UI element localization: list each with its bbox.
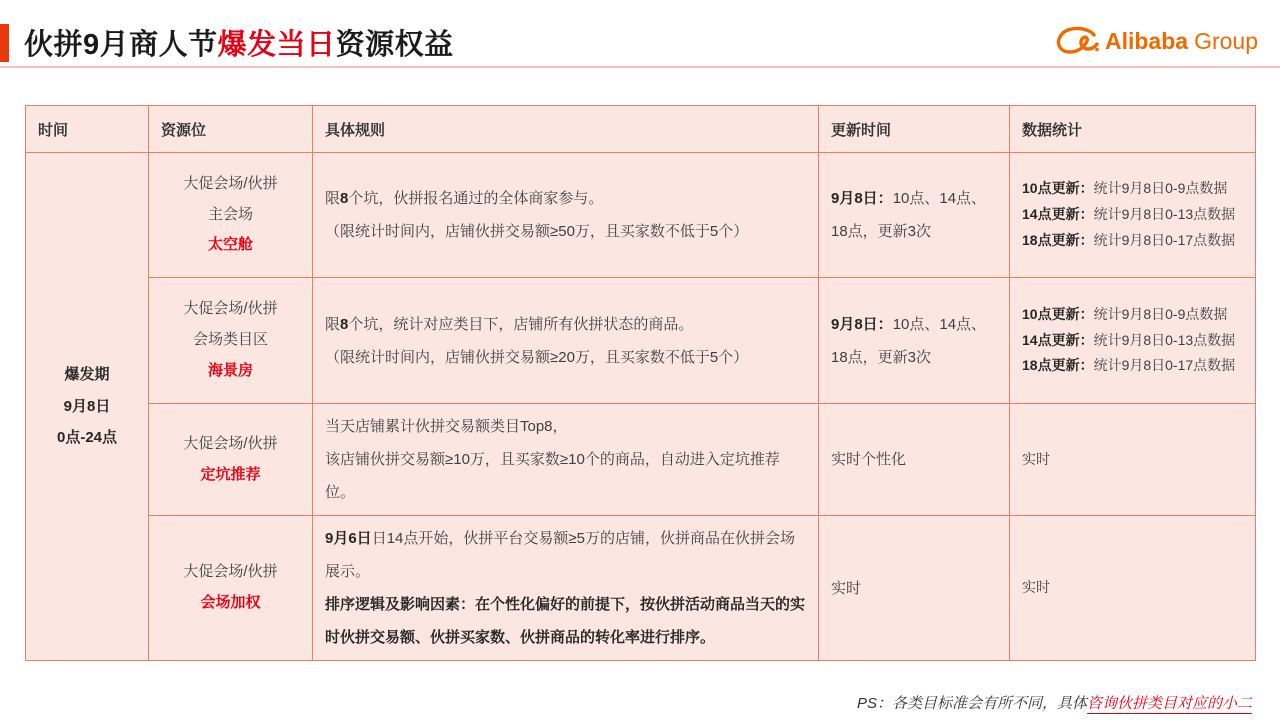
cell-line: 该店铺伙拼交易额≥10万，且买家数≥10个的商品，自动进入定坑推荐位。 [325, 451, 780, 501]
cell-line: 18点更新：统计9月8日0-17点数据 [1022, 357, 1236, 374]
cell-line: 排序逻辑及影响因素：在个性化偏好的前提下，按伙拼活动商品当天的实时伙拼交易额、伙拼买家数、伙拼商品的转化率进行排序。 [325, 596, 806, 646]
cell-line: （限统计时间内，店铺伙拼交易额≥20万，且买家数不低于5个） [325, 348, 749, 366]
statistics-cell [1010, 153, 1256, 278]
statistics-cell [1010, 404, 1256, 516]
update-time-cell [819, 278, 1010, 404]
statistics-cell [1010, 516, 1256, 661]
time-cell [26, 153, 149, 661]
resource-cell [149, 153, 313, 278]
title-part-highlight: 爆发当日 [217, 29, 336, 61]
time-cell-line: 0点-24点 [56, 429, 118, 447]
table-row [26, 153, 1256, 278]
resource-highlight: 海景房 [207, 361, 253, 379]
cell-line: 10点更新：统计9月8日0-9点数据 [1022, 305, 1228, 322]
time-cell-line: 爆发期 [64, 366, 110, 384]
column-header-statistics: 数据统计 [1010, 106, 1256, 153]
cell-line: 10点更新：统计9月8日0-9点数据 [1022, 180, 1228, 197]
cell-line: 当天店铺累计伙拼交易额类目Top8， [325, 418, 568, 435]
column-header-rules: 具体规则 [313, 106, 819, 153]
cell-line: 14点更新：统计9月8日0-13点数据 [1022, 331, 1236, 348]
update-time-cell [819, 516, 1010, 661]
cell-line: 9月8日：10点、14点、18点，更新3次 [831, 190, 987, 240]
column-header-update-time: 更新时间 [819, 106, 1010, 153]
cell-line: 限8个坑，伙拼报名通过的全体商家参与。 [325, 190, 604, 207]
resource-line: 大促会场/伙拼 [183, 563, 278, 581]
cell-line: 18点更新：统计9月8日0-17点数据 [1022, 231, 1236, 248]
ps-note-text: PS：各类目标准会有所不同，具体 [856, 695, 1087, 712]
resource-line: 大促会场/伙拼 [183, 174, 278, 192]
cell-line: 实时个性化 [831, 451, 907, 468]
resource-line: 大促会场/伙拼 [183, 300, 278, 318]
column-header-time: 时间 [26, 106, 149, 153]
logo-suffix-text: Group [1194, 27, 1258, 54]
alibaba-logo [1053, 26, 1258, 56]
resource-line: 主会场 [207, 205, 253, 223]
cell-line: 实时 [1022, 450, 1050, 467]
cell-line: 实时 [831, 579, 862, 597]
header-divider [0, 66, 1280, 68]
resource-highlight: 定坑推荐 [200, 465, 261, 483]
update-time-cell [819, 153, 1010, 278]
resource-cell [149, 278, 313, 404]
table-row [26, 404, 1256, 516]
cell-line: 14点更新：统计9月8日0-13点数据 [1022, 206, 1236, 223]
cell-line: 9月6日日14点开始，伙拼平台交易额≥5万的店铺，伙拼商品在伙拼会场展示。 [325, 530, 795, 580]
resource-highlight: 太空舱 [207, 236, 253, 254]
table-row [26, 516, 1256, 661]
table-header-row [26, 106, 1256, 153]
resource-cell [149, 404, 313, 516]
rules-cell [313, 153, 819, 278]
resource-highlight: 会场加权 [200, 594, 261, 611]
resource-line: 大促会场/伙拼 [183, 434, 278, 452]
title-accent-bar [0, 24, 9, 62]
title-part-3: 资源权益 [335, 29, 454, 61]
table-row [26, 278, 1256, 404]
ps-note [857, 692, 1252, 713]
logo-brand-text: Alibaba [1104, 27, 1189, 54]
page-title [24, 22, 454, 63]
statistics-cell [1010, 278, 1256, 404]
rules-cell [313, 278, 819, 404]
resource-cell [149, 516, 313, 661]
cell-line: 实时 [1022, 579, 1050, 596]
resource-line: 会场类目区 [192, 331, 268, 349]
benefits-table [25, 105, 1256, 661]
column-header-resource: 资源位 [149, 106, 313, 153]
time-cell-line: 9月8日 [63, 397, 111, 415]
cell-line: 9月8日：10点、14点、18点，更新3次 [831, 315, 987, 366]
update-time-cell [819, 404, 1010, 516]
cell-line: 限8个坑，统计对应类目下，店铺所有伙拼状态的商品。 [325, 315, 694, 333]
rules-cell [313, 516, 819, 661]
title-part-1: 伙拼9月商人节 [24, 29, 218, 61]
alibaba-smile-icon [1053, 26, 1099, 56]
cell-line: （限统计时间内，店铺伙拼交易额≥50万，且买家数不低于5个） [325, 223, 749, 240]
ps-note-highlight: 咨询伙拼类目对应的小二 [1086, 695, 1252, 712]
rules-cell [313, 404, 819, 516]
